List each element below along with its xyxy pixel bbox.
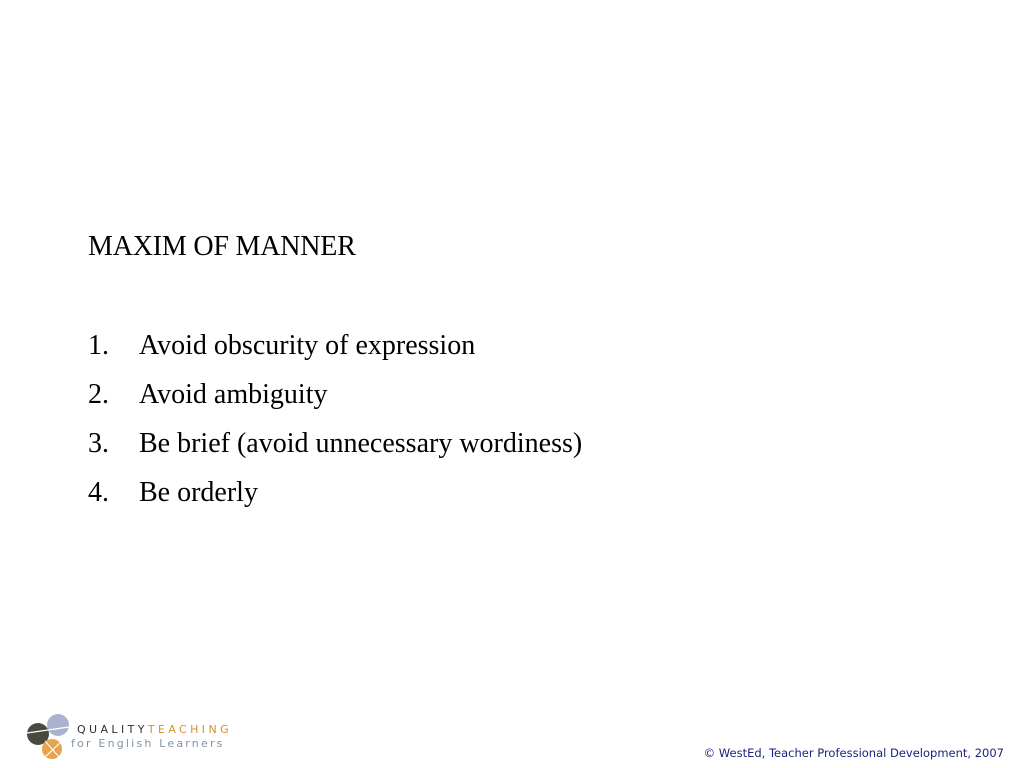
list-item-number: 2. <box>88 379 109 410</box>
copyright-footer: © WestEd, Teacher Professional Development, 2007 <box>703 746 1004 760</box>
logo-word-quality: QUALITY <box>77 723 148 736</box>
list-item-number: 1. <box>88 330 109 361</box>
logo-subtitle: for English Learners <box>71 737 225 750</box>
slide-heading: MAXIM OF MANNER <box>88 231 356 262</box>
quality-teaching-logo <box>25 713 265 763</box>
list-item-text: Avoid ambiguity <box>139 379 328 410</box>
logo-circles-icon <box>25 713 71 761</box>
list-item-text: Avoid obscurity of expression <box>139 330 476 361</box>
logo-word-teaching: TEACHING <box>147 723 233 736</box>
list-item-text: Be orderly <box>139 477 258 508</box>
logo-title <box>77 723 232 736</box>
list-item-number: 4. <box>88 477 109 508</box>
list-item-number: 3. <box>88 428 109 459</box>
list-item-text: Be brief (avoid unnecessary wordiness) <box>139 428 583 459</box>
